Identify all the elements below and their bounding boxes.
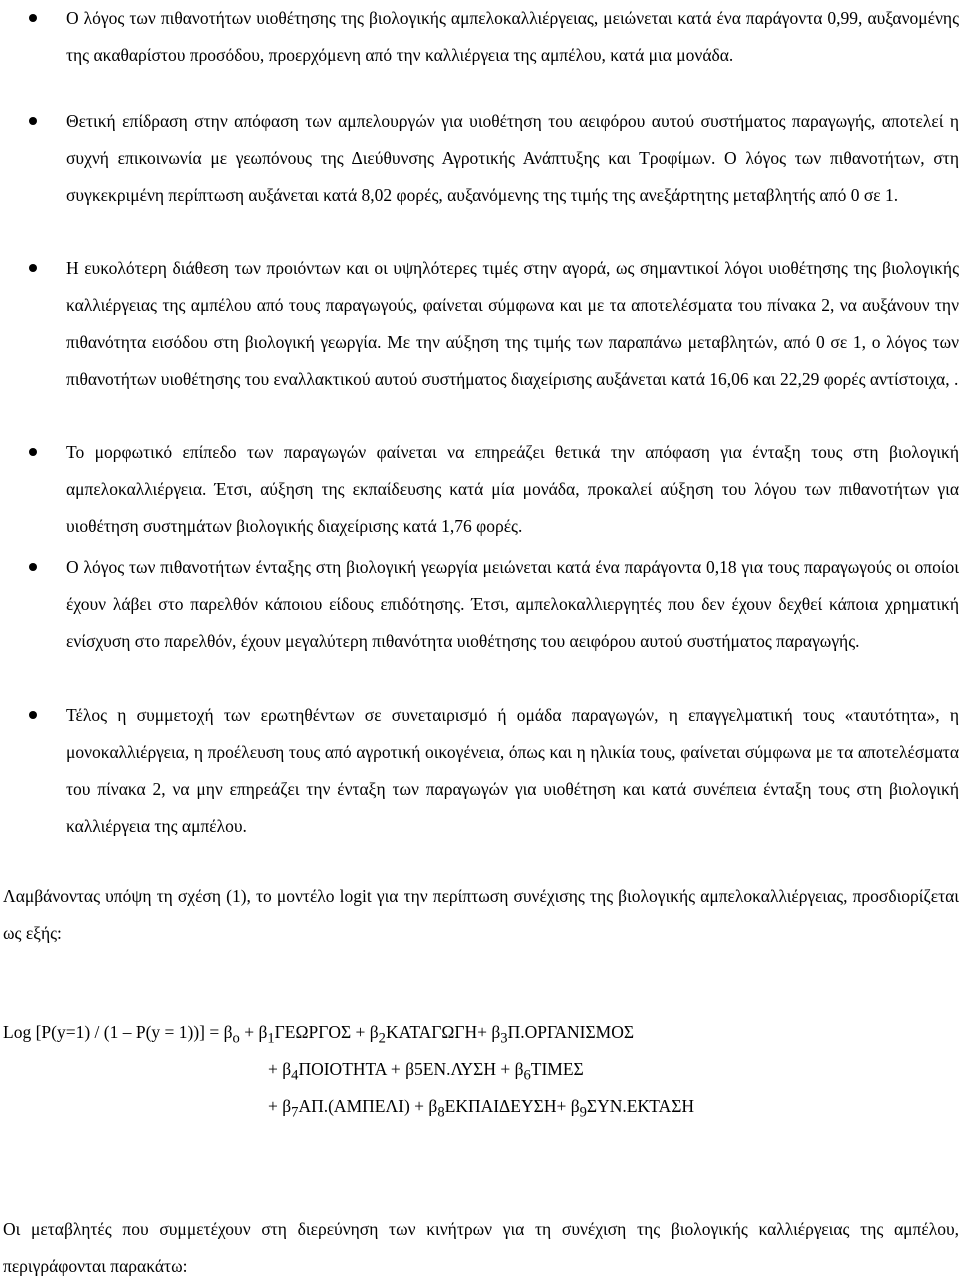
bullet-text: Ο λόγος των πιθανοτήτων ένταξης στη βιολογική γεωργία μειώνεται κατά ένα παράγοντα 0,18 για τους παραγωγούς οι οποίοι έχουν λάβει στο παρελθόν κάποιου είδους επιδότησης. Έτσι, αμπελοκαλλιεργητές που δεν έχουν δεχθεί κάποια χρηματική ενίσχυση στο παρελθόν, έχουν μεγαλύτερη πιθανότητα υιοθέτησης του αειφόρου αυτού συστήματος παραγωγής. <box>66 557 959 651</box>
equation-term: + β <box>268 1059 292 1079</box>
equation-term: ΠΟΙΟΤΗΤΑ + β5ΕΝ.ΛΥΣΗ + β <box>298 1059 524 1079</box>
beta-7-subscript: 7 <box>291 1104 299 1121</box>
bullet-text: Τέλος η συμμετοχή των ερωτηθέντων σε συνεταιρισμό ή ομάδα παραγωγών, η επαγγελματική τους «ταυτότητα», η μονοκαλλιέργεια, η προέλευση τους από αγροτική οικογένεια, όπως και η ηλικία τους, φαίνεται σύμφωνα με τα αποτελέσματα του πίνακα 2, να μην επηρεάζει την ένταξη των παραγωγών για υιοθέτηση και κατά συνέπεια ένταξη τους στη βιολογική καλλιέργεια της αμπέλου. <box>66 705 959 836</box>
bullet-dot-icon <box>29 14 37 22</box>
bullet-dot-icon <box>29 711 37 719</box>
beta-6-subscript: 6 <box>523 1067 531 1084</box>
equation-term: ΚΑΤΑΓΩΓΗ+ β <box>385 1022 501 1042</box>
beta-9-subscript: 9 <box>579 1104 587 1121</box>
equation-term: ΣΥΝ.ΕΚΤΑΣΗ <box>586 1096 695 1116</box>
beta-3-subscript: 3 <box>500 1030 508 1047</box>
bullet-text: Το μορφωτικό επίπεδο των παραγωγών φαίνεται να επηρεάζει θετικά την απόφαση για ένταξη τους στη βιολογική αμπελοκαλλιέργεια. Έτσι, αύξηση της εκπαίδευσης κατά μία μονάδα, προκαλεί αύξηση του λόγου των πιθανοτήτων για υιοθέτηση συστημάτων βιολογικής διαχείρισης κατά 1,76 φορές. <box>66 442 959 536</box>
beta-8-subscript: 8 <box>437 1104 445 1121</box>
bullet-text: Η ευκολότερη διάθεση των προιόντων και οι υψηλότερες τιμές στην αγορά, ως σημαντικοί λόγοι υιοθέτησης της βιολογικής καλλιέργειας της αμπέλου από τους παραγωγούς, φαίνεται σύμφωνα και με τα αποτελέσματα του πίνακα 2, να αυξάνουν την πιθανότητα εισόδου στη βιολογική γεωργία. Με την αύξηση της τιμής των παραπάνω μεταβλητών, από 0 σε 1, ο λόγος των πιθανοτήτων υιοθέτησης του εναλλακτικού αυτού συστήματος διαχείρισης αυξάνεται κατά 16,06 και 22,29 φορές αντίστοιχα, . <box>66 258 959 389</box>
bullet-text: Ο λόγος των πιθανοτήτων υιοθέτησης της βιολογικής αμπελοκαλλιέργειας, μειώνεται κατά ένα παράγοντα 0,99, αυξανομένης της ακαθαρίστου προσόδου, προερχόμενη από την καλλιέργεια της αμπέλου, κατά μια μονάδα. <box>66 8 959 65</box>
bullet-dot-icon <box>29 264 37 272</box>
beta-4-subscript: 4 <box>291 1067 299 1084</box>
closing-paragraph: Οι μεταβλητές που συμμετέχουν στη διερεύνηση των κινήτρων για τη συνέχιση της βιολογικής καλλιέργειας της αμπέλου, περιγράφονται παρακάτω: <box>3 1219 959 1276</box>
intro-paragraph: Λαμβάνοντας υπόψη τη σχέση (1), το μοντέλο logit για την περίπτωση συνέχισης της βιολογικής αμπελοκαλλιέργειας, προσδιορίζεται ως εξής: <box>3 886 959 943</box>
equation-term: ΕΚΠΑΙΔΕΥΣΗ+ β <box>444 1096 580 1116</box>
equation-term: + β <box>268 1096 292 1116</box>
beta-0-subscript: o <box>232 1030 240 1047</box>
equation-line-1 <box>3 1022 634 1049</box>
equation-term: ΑΠ.(ΑΜΠΕΛΙ) + β <box>298 1096 438 1116</box>
bullet-text: Θετική επίδραση στην απόφαση των αμπελουργών για υιοθέτηση του αειφόρου αυτού συστήματος παραγωγής, αποτελεί η συχνή επικοινωνία με γεωπόνους της Διεύθυνσης Αγροτικής Ανάπτυξης και Τροφίμων. Ο λόγος των πιθανοτήτων, στη συγκεκριμένη περίπτωση αυξάνεται κατά 8,02 φορές, αυξανόμενης της τιμής της ανεξάρτητης μεταβλητής από 0 σε 1. <box>66 111 959 205</box>
beta-2-subscript: 2 <box>378 1030 386 1047</box>
equation-term: ΓΕΩΡΓΟΣ + β <box>274 1022 379 1042</box>
equation-line-2 <box>268 1059 584 1086</box>
bullet-dot-icon <box>29 563 37 571</box>
bullet-dot-icon <box>29 448 37 456</box>
equation-term: ΤΙΜΕΣ <box>530 1059 584 1079</box>
equation-lhs: Log [P(y=1) / (1 – P(y = 1))] = β <box>3 1022 233 1042</box>
beta-1-subscript: 1 <box>267 1030 275 1047</box>
equation-line-3 <box>268 1096 694 1123</box>
equation-term: Π.ΟΡΓΑΝΙΣΜΟΣ <box>507 1022 635 1042</box>
equation-term: + β <box>239 1022 268 1042</box>
bullet-dot-icon <box>29 117 37 125</box>
